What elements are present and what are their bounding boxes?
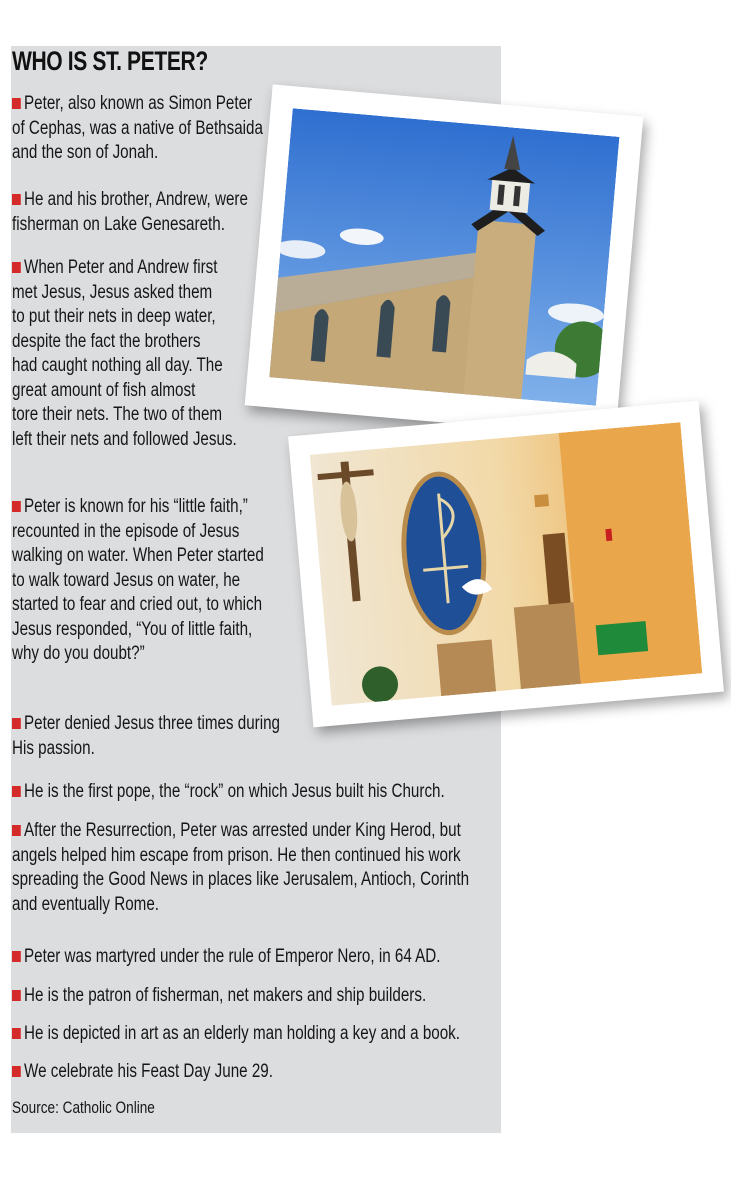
fact-item: We celebrate his Feast Day June 29. [12,1060,273,1085]
church-exterior-photo [245,84,644,437]
church-interior-image [310,422,703,705]
bullet-icon [12,501,21,512]
fact-item: He is the first pope, the “rock” on which Jesus built his Church. [12,780,445,805]
page-title: WHO IS ST. PETER? [12,46,208,76]
bullet-icon [12,951,21,962]
bullet-icon [12,786,21,797]
fact-item: Peter was martyred under the rule of Emperor Nero, in 64 AD. [12,945,441,970]
fact-item: Peter, also known as Simon Peter of Cephas, was a native of Bethsaida and the son of Jonah. [12,93,263,163]
bullet-icon [12,990,21,1001]
source-credit: Source: Catholic Online [12,1098,155,1117]
church-exterior-image [269,108,619,406]
bullet-icon [12,194,21,205]
church-interior-photo [288,401,724,728]
bullet-icon [12,98,21,109]
bullet-icon [12,718,21,729]
bullet-icon [12,1066,21,1077]
fact-item: He and his brother, Andrew, were fisherman on Lake Genesareth. [12,189,248,235]
fact-item: Peter is known for his “little faith,” recounted in the episode of Jesus walking on water. When Peter started to walk toward Jesus on water, he started to fear and cried out, to which Jesus responded, “You of little faith, why do you doubt?” [12,496,264,664]
bullet-icon [12,1028,21,1039]
fact-item: Peter denied Jesus three times during His passion. [12,713,281,759]
fact-item: When Peter and Andrew first met Jesus, Jesus asked them to put their nets in deep water, despite the fact the brothers had caught nothing all day. The great amount of fish almost tore their nets. The two of them left their nets and followed Jesus. [12,257,237,450]
fact-item: He is depicted in art as an elderly man holding a key and a book. [12,1022,460,1047]
bullet-icon [12,262,21,273]
bullet-icon [12,825,21,836]
fact-item: After the Resurrection, Peter was arrested under King Herod, but angels helped him escape from prison. He then continued his work spreading the Good News in places like Jerusalem, Antioch, Corinth and eventually Rome. [12,820,470,915]
fact-item: He is the patron of fisherman, net makers and ship builders. [12,984,426,1009]
